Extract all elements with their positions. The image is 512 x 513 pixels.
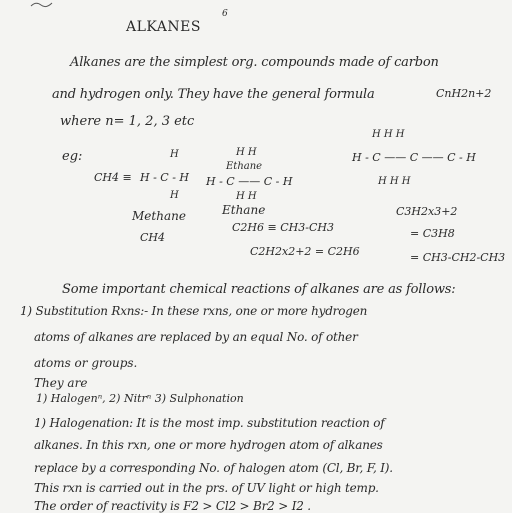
propane-struct-top: H H H <box>372 129 405 140</box>
intro-line-1: Alkanes are the simplest org. compounds made of carbon <box>70 55 439 70</box>
propane-general: C3H2x3+2 <box>396 205 458 218</box>
propane-struct-bot: H H H <box>378 176 411 187</box>
halogenation-line-5: The order of reactivity is F2 > Cl2 > Br2 > I2 . <box>34 499 311 513</box>
ethane-struct-mid: H - C —— C - H <box>206 175 293 188</box>
ethane-general: C2H2x2+2 = C2H6 <box>250 245 360 258</box>
substitution-line-1: 1) Substitution Rxns:- In these rxns, one or more hydrogen <box>20 304 368 318</box>
substitution-line-2: atoms of alkanes are replaced by an equal No. of other <box>34 330 358 344</box>
intro-line-3: where n= 1, 2, 3 etc <box>60 114 195 129</box>
ethane-name: Ethane <box>222 203 266 217</box>
ethane-struct-top: H H <box>236 147 257 158</box>
substitution-types: 1) Halogenⁿ, 2) Nitrⁿ 3) Sulphonation <box>36 392 244 405</box>
page-title: ALKANES <box>126 19 201 35</box>
general-formula: CnH2n+2 <box>436 87 492 100</box>
methane-struct-top: H <box>170 149 179 160</box>
corner-scribble <box>30 0 56 8</box>
intro-line-2: and hydrogen only. They have the general formula <box>52 87 375 102</box>
methane-name: Methane <box>132 209 186 223</box>
methane-formula-lhs: CH4 ≡ <box>94 171 132 184</box>
halogenation-line-4: This rxn is carried out in the prs. of UV light or high temp. <box>34 481 379 495</box>
halogenation-line-3: replace by a corresponding No. of halogen atom (Cl, Br, F, I). <box>34 461 393 475</box>
propane-struct-mid: H - C —— C —— C - H <box>352 151 476 164</box>
substitution-line-3: atoms or groups. <box>34 356 138 370</box>
halogenation-line-1: 1) Halogenation: It is the most imp. substitution reaction of <box>34 416 385 430</box>
they-are-label: They are <box>34 376 88 390</box>
example-label: eg: <box>62 149 83 164</box>
ethane-struct-bot: H H <box>236 191 257 202</box>
methane-formula: CH4 <box>140 231 166 244</box>
page-number: 6 <box>222 9 228 19</box>
ethane-label-over: Ethane <box>226 161 263 172</box>
reactions-intro: Some important chemical reactions of alkanes are as follows: <box>62 282 456 297</box>
propane-step-2: = C3H8 <box>410 227 455 240</box>
methane-struct-bot: H <box>170 190 179 201</box>
propane-step-3: = CH3-CH2-CH3 <box>410 251 506 264</box>
methane-struct-mid: H - C - H <box>140 171 190 184</box>
ethane-condensed: C2H6 ≡ CH3-CH3 <box>232 221 334 234</box>
halogenation-line-2: alkanes. In this rxn, one or more hydrogen atom of alkanes <box>34 438 383 452</box>
